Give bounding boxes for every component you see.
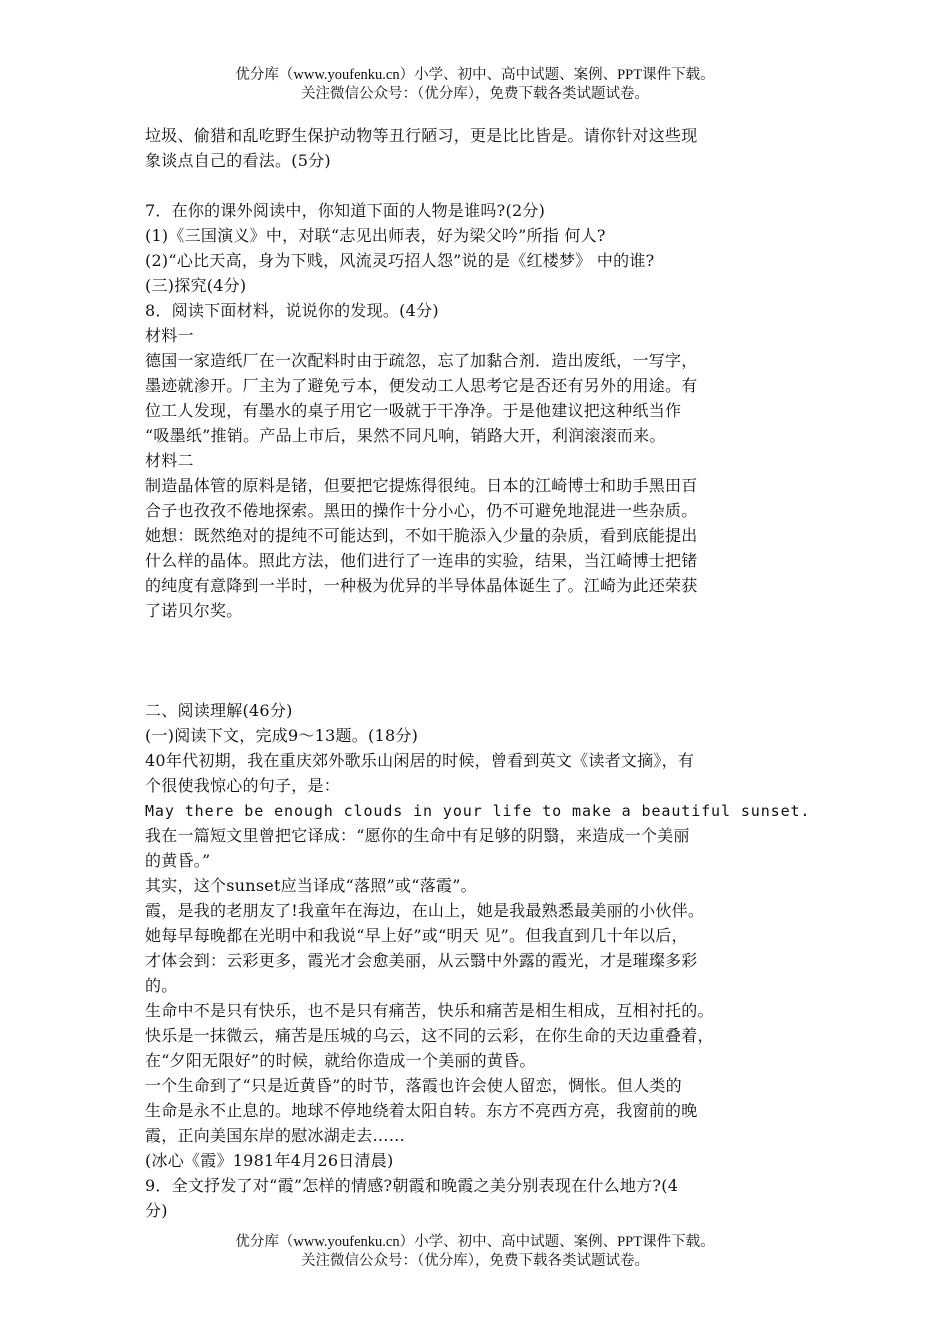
subsection-heading: (一)阅读下文，完成9～13题。(18分) — [145, 726, 419, 745]
text-line: 霞，是我的老朋友了!我童年在海边，在山上，她是我最熟悉最美丽的小伙伴。 — [145, 901, 705, 920]
text-line: 我在一篇短文里曾把它译成：“愿你的生命中有足够的阴翳，来造成一个美丽 — [145, 826, 690, 845]
text-line: (1)《三国演义》中，对联“志见出师表，好为梁父吟”所指 何人? — [145, 226, 606, 245]
question-8: 8．阅读下面材料，说说你的发现。(4分) — [145, 301, 439, 320]
text-line: 制造晶体管的原料是锗，但要把它提炼得很纯。日本的江崎博士和助手黑田百 — [145, 476, 698, 495]
header-line-2: 关注微信公众号：（优分库），免费下载各类试题试卷。 — [301, 86, 649, 102]
text-line: 霞，正向美国东岸的慰冰湖走去…… — [145, 1126, 406, 1145]
question-9: 9．全文抒发了对“霞”怎样的情感?朝霞和晚霞之美分别表现在什么地方?(4 — [145, 1176, 679, 1195]
text-line: 位工人发现，有墨水的桌子用它一吸就于干净净。于是他建议把这种纸当作 — [145, 401, 682, 420]
text-line: (2)“心比天高，身为下贱，风流灵巧招人怨”说的是《红楼梦》 中的谁? — [145, 251, 655, 270]
page-header — [0, 66, 950, 104]
english-quote: May there be enough clouds in your life to make a beautiful sunset. — [145, 802, 811, 820]
material-heading: 材料二 — [145, 451, 194, 470]
footer-line-2: 关注微信公众号：（优分库），免费下载各类试题试卷。 — [301, 1253, 649, 1269]
page-footer — [0, 1233, 950, 1271]
text-line: 的黄昏。” — [145, 851, 211, 870]
text-line: 个很使我惊心的句子，是： — [145, 776, 341, 795]
section-heading: 二、阅读理解(46分) — [145, 701, 293, 720]
header-line-1: 优分库（www.youfenku.cn）小学、初中、高中试题、案例、PPT课件下载。 — [235, 67, 715, 83]
text-line: 的。 — [145, 976, 178, 995]
question-7: 7．在你的课外阅读中，你知道下面的人物是谁吗?(2分) — [145, 201, 546, 220]
text-line: 德国一家造纸厂在一次配料时由于疏忽，忘了加黏合剂．造出废纸，一写字， — [145, 351, 698, 370]
text-line: 她想：既然绝对的提纯不可能达到，不如干脆添入少量的杂质，看到底能提出 — [145, 526, 698, 545]
material-heading: 材料一 — [145, 326, 194, 345]
text-line: 分) — [145, 1201, 168, 1220]
footer-line-1: 优分库（www.youfenku.cn）小学、初中、高中试题、案例、PPT课件下载。 — [235, 1234, 715, 1250]
text-line: 垃圾、偷猎和乱吃野生保护动物等丑行陋习，更是比比皆是。请你针对这些现 — [145, 126, 698, 145]
text-line: 什么样的晶体。照此方法，他们进行了一连串的实验，结果，当江崎博士把锗 — [145, 551, 698, 570]
source-citation: (冰心《霞》1981年4月26日清晨) — [145, 1151, 394, 1170]
text-line: 了诺贝尔奖。 — [145, 601, 243, 620]
text-line: 她每早每晚都在光明中和我说“早上好”或“明天 见”。但我直到几十年以后， — [145, 926, 688, 945]
text-line: 快乐是一抹微云，痛苦是压城的乌云，这不同的云彩，在你生命的天边重叠着， — [145, 1026, 714, 1045]
text-line: 象谈点自己的看法。(5分) — [145, 151, 331, 170]
text-line: 才体会到：云彩更多，霞光才会愈美丽，从云翳中外露的霞光，才是璀璨多彩 — [145, 951, 698, 970]
text-line: 在“夕阳无限好”的时候，就给你造成一个美丽的黄昏。 — [145, 1051, 536, 1070]
text-line: 其实，这个sunset应当译成“落照”或“落霞”。 — [145, 876, 477, 895]
text-line: 生命中不是只有快乐，也不是只有痛苦，快乐和痛苦是相生相成，互相衬托的。 — [145, 1001, 714, 1020]
text-line: 40年代初期，我在重庆郊外歌乐山闲居的时候，曾看到英文《读者文摘》，有 — [145, 751, 695, 770]
text-line: 墨迹就渗开。厂主为了避免亏本，便发动工人思考它是否还有另外的用途。有 — [145, 376, 698, 395]
text-line: 合子也孜孜不倦地探索。黑田的操作十分小心，仍不可避免地混进一些杂质。 — [145, 501, 698, 520]
text-line: 一个生命到了“只是近黄昏”的时节，落霞也许会使人留恋，惆怅。但人类的 — [145, 1076, 682, 1095]
section-heading: (三)探究(4分) — [145, 276, 247, 295]
text-line: “吸墨纸”推销。产品上市后，果然不同凡响，销路大开，利润滚滚而来。 — [145, 426, 666, 445]
text-line: 的纯度有意降到一半时，一种极为优异的半导体晶体诞生了。江崎为此还荣获 — [145, 576, 698, 595]
text-line: 生命是永不止息的。地球不停地绕着太阳自转。东方不亮西方亮，我窗前的晚 — [145, 1101, 698, 1120]
